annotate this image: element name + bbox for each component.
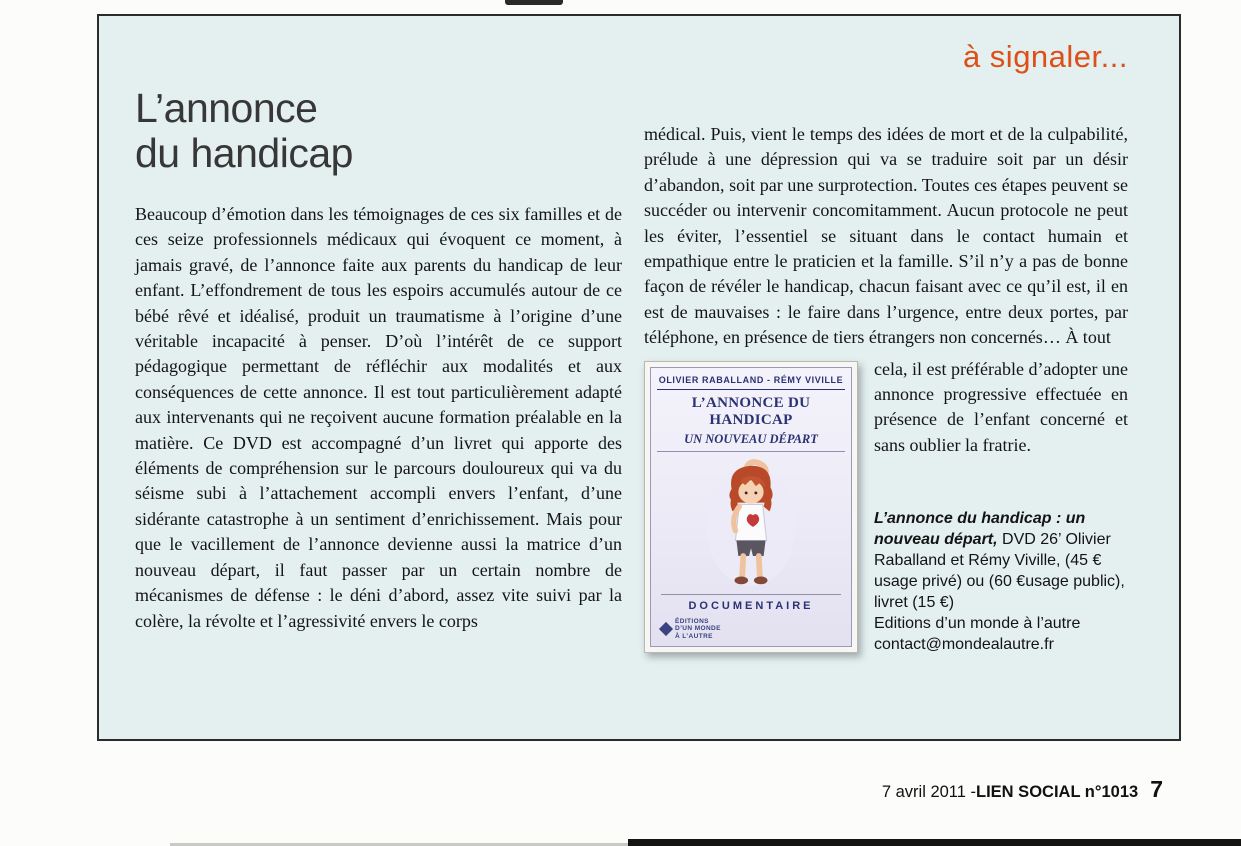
caption-title: L’annonce du handicap : un nouveau départ, (874, 510, 1086, 549)
publisher-line-2: D’UN MONDE (675, 625, 721, 633)
publisher-text (675, 618, 721, 641)
scan-artifact-top (505, 0, 563, 5)
dvd-cover-inner (650, 367, 852, 648)
manga-girl-illustration (687, 456, 815, 592)
article-paragraph-right: médical. Puis, vient le temps des idées de mort et de la culpabilité, prélude à une dépression qui va se traduire soit par un désir d’abandon, soit par une surprotection. Toutes ces étapes peuvent se succéder ou intervenir concomitamment. Aucun protocole ne peut les éviter, l’essentiel se situant dans le contact humain et empathique entre le praticien et la famille. S’il n’y a pas de bonne façon de révéler le handicap, chacun faisant avec ce qu’il est, il en est de mauvaises : le faire dans l’urgence, entre deux portes, par téléphone, en présence de tiers étrangers non concernés… À tout (644, 124, 1128, 348)
publisher-logo-icon (659, 622, 673, 636)
footer-journal: LIEN SOCIAL n°1013 (976, 783, 1139, 801)
scan-artifact-bottom (628, 839, 1241, 846)
left-column (135, 86, 622, 655)
dvd-publisher-logo (657, 618, 845, 641)
publisher-line-1: ÉDITIONS (675, 617, 709, 625)
page-footer (882, 776, 1163, 803)
dvd-authors: OLIVIER RABALLAND - RÉMY VIVILLE (657, 375, 845, 390)
article-title (135, 86, 622, 176)
caption-publisher: Editions d’un monde à l’autre (874, 615, 1081, 633)
section-badge: à signaler... (962, 39, 1128, 74)
right-column (644, 86, 1128, 655)
article-paragraph-left: Beaucoup d’émotion dans les témoignages de ces six familles et de ces seize professionnels médicaux qui évoquent ce moment, à jamais gravé, de l’annonce faite aux parents du handicap de leur enfant. L’effondrement de tous les espoirs accumulés autour de ce bébé rêvé et idéalisé, produit un traumatisme à l’origine d’une véritable incapacité à penser. D’où l’intérêt de ce support pédagogique permettant de réfléchir aux modalités et aux conséquences de cette annonce. Il est tout particulièrement adapté aux intervenants qui ne reçoivent aucune formation préalable en la matière. Ce DVD est accompagné d’un livret qui apporte des éléments de compréhension sur le parcours douloureux qui va du séisme subi à l’attachement accompli envers l’enfant, d’une sidérante catastrophe à un sentiment d’enrichissement. Mais pour que le vacillement de l’annonce devienne aussi la matrice d’un nouveau départ, il faut passer par un certain nombre de mécanismes de défense : le déni d’abord, assez vite suivi par la colère, la révolte et l’agressivité envers le corps (135, 204, 622, 631)
article-columns (135, 86, 1128, 655)
dvd-subtitle: UN NOUVEAU DÉPART (657, 432, 845, 452)
caption-details: DVD 26’ Olivier Raballand et Rémy Viville, (45 € usage privé) ou (60 €usage public), livret (15 €) (874, 531, 1125, 612)
article-paragraph-wrap: cela, il est préférable d’adopter une annonce progressive effectuée en présence de l’enfant concerné et sans oublier la fratrie. (874, 358, 1128, 455)
dvd-genre: DOCUMENTAIRE (661, 594, 841, 612)
title-line-1: L’annonce (135, 85, 318, 131)
article-panel (97, 14, 1181, 741)
publisher-line-3: À L’AUTRE (675, 632, 713, 640)
footer-date: 7 avril 2011 - (881, 783, 977, 801)
caption-contact: contact@mondealautre.fr (874, 636, 1054, 654)
dvd-title: L’ANNONCE DU HANDICAP (691, 394, 811, 428)
footer-page-number: 7 (1150, 776, 1163, 802)
dvd-section (644, 357, 1128, 656)
dvd-cover (644, 361, 858, 654)
title-line-2: du handicap (135, 130, 353, 176)
